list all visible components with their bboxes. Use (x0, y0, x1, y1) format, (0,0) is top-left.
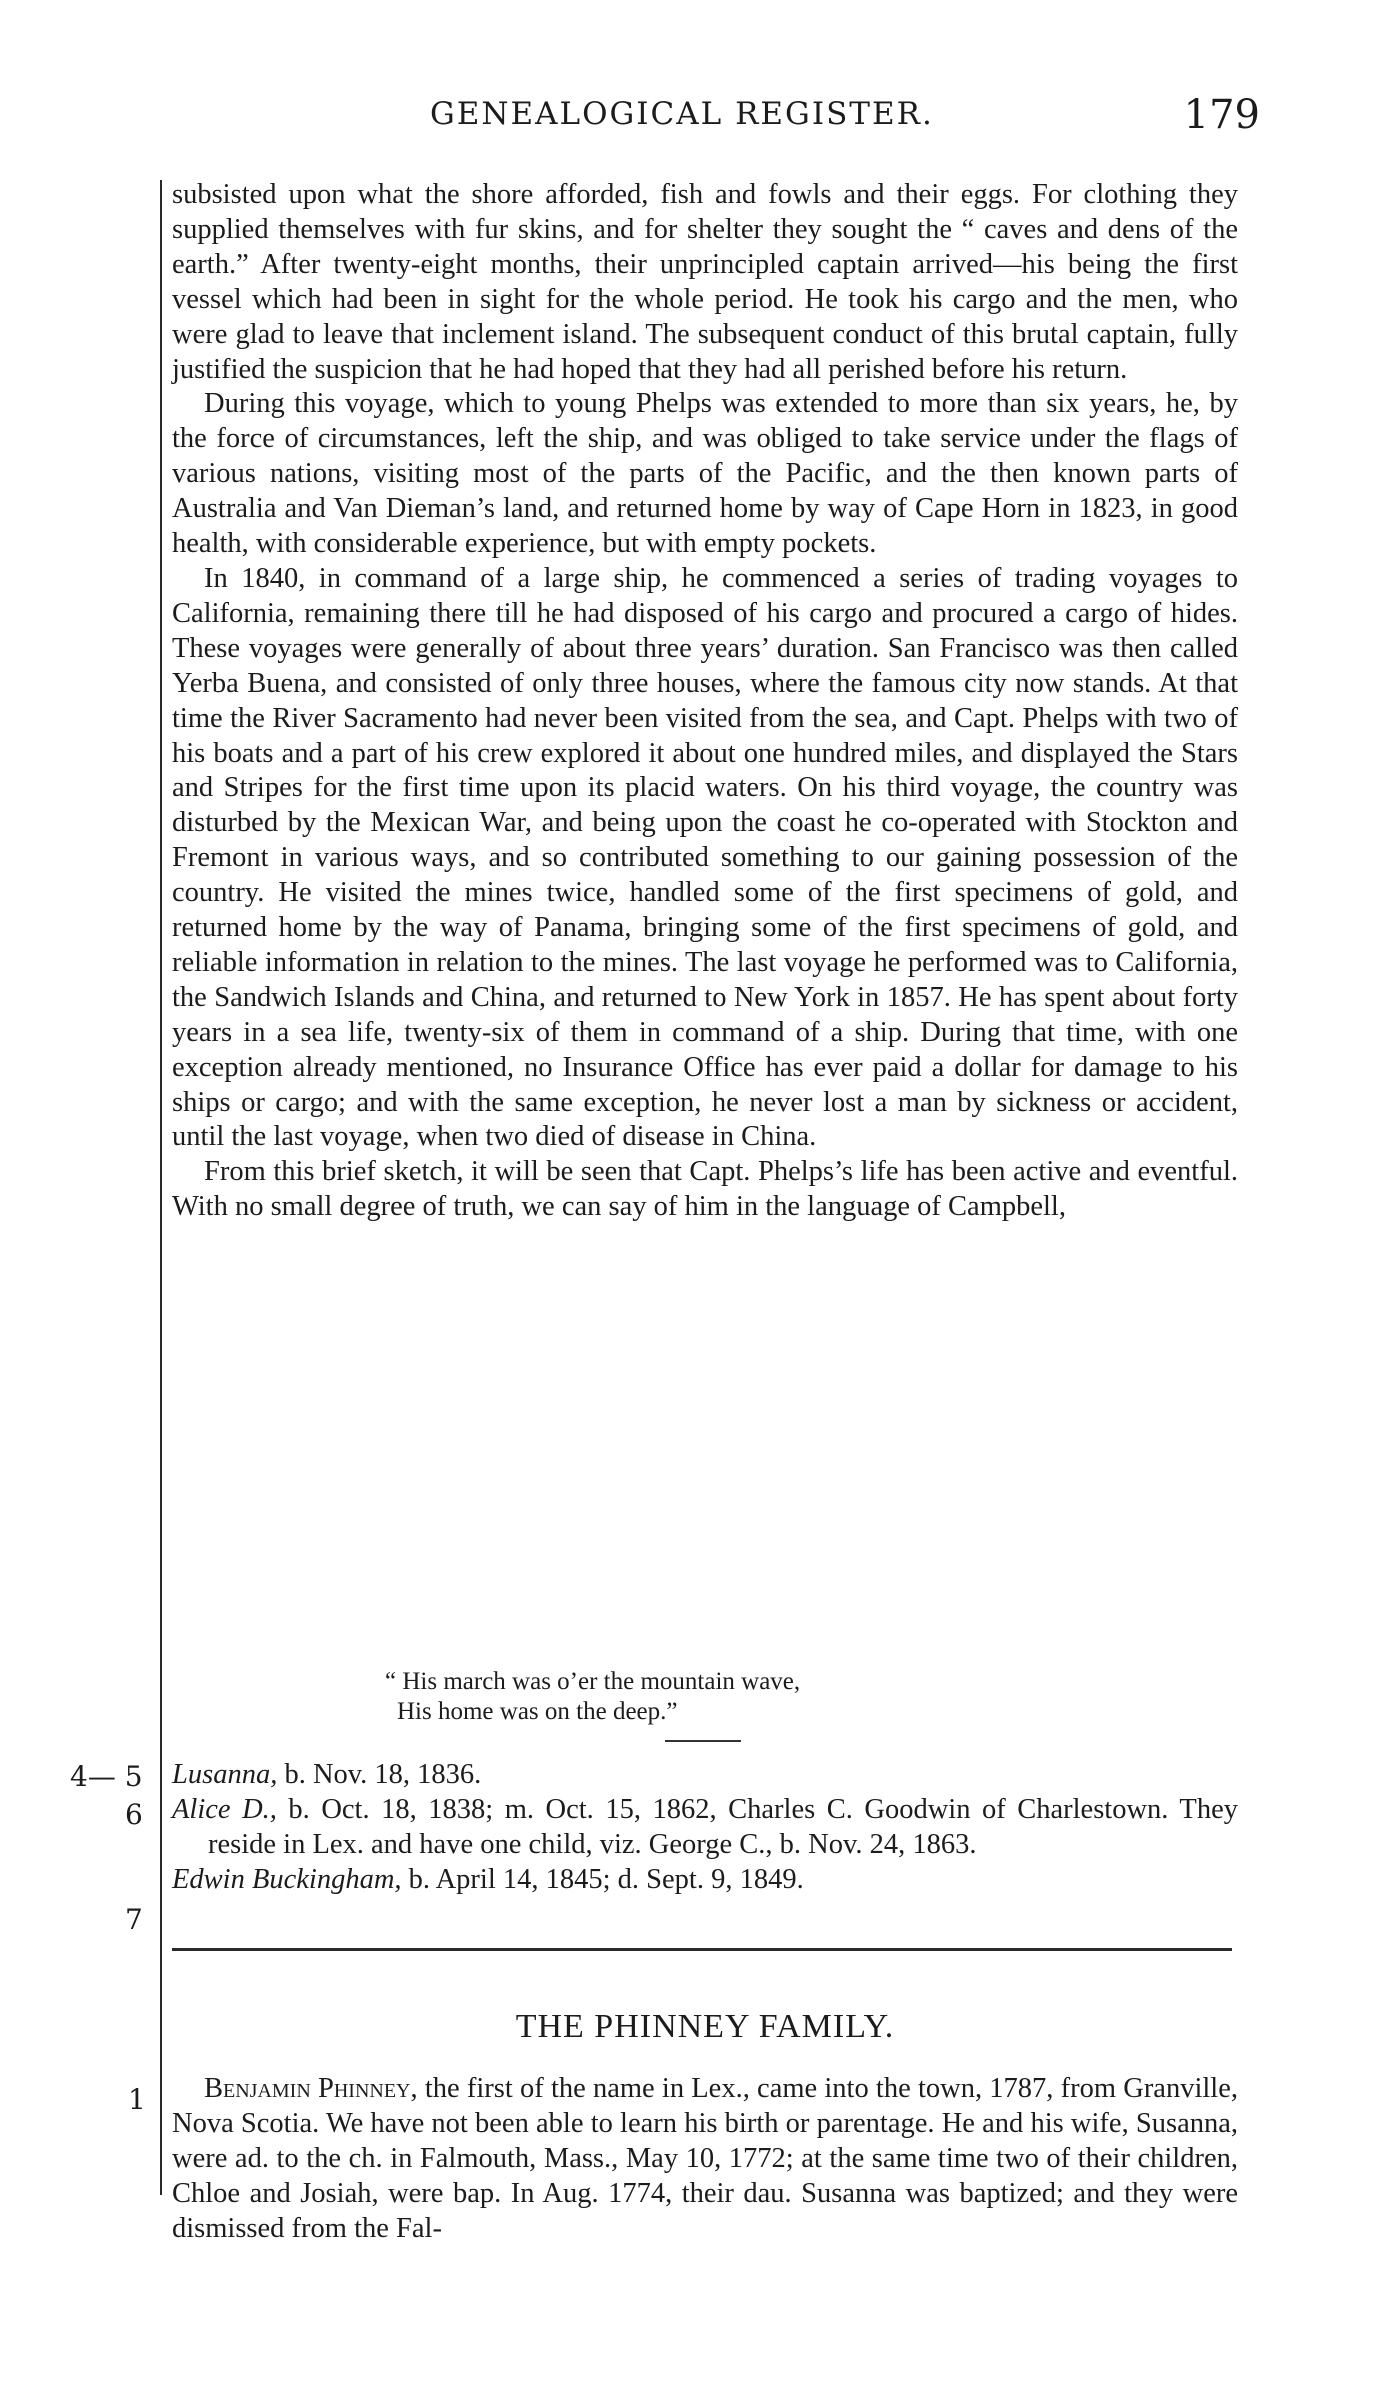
paragraph-text: the first of the name in Lex., came into the town, 1787, from Granville, Nova Scotia. We have not been able to learn his birth or parentage. He and his wife, Susanna, were ad. to the ch. in Falmouth, Mass., May 10, 1772; at the same time two of their children, Chloe and Josiah, were bap. In Aug. 1774, their dau. Susanna was baptized; and they were dismissed from the Fal- (172, 2073, 1238, 2244)
child-name: Alice D., (172, 1793, 277, 1825)
paragraph: subsisted upon what the shore afforded, fish and fowls and their eggs. For clothing they supplied themselves with fur skins, and for shelter they sought the “ caves and dens of the earth.” After twenty-eight months, their unprincipled captain arrived—his being the first vessel which had been in sight for the whole period. He took his cargo and the men, who were glad to leave that inclement island. The subsequent conduct of this brutal captain, fully justified the suspicion that he had hoped that they had all perished before his return. (172, 179, 1238, 385)
children-list (172, 1758, 1238, 1898)
section-text (172, 2072, 1238, 2247)
main-text (172, 178, 1238, 1225)
running-title: GENEALOGICAL REGISTER. (430, 96, 934, 132)
child-details: b. April 14, 1845; d. Sept. 9, 1849. (401, 1863, 804, 1895)
verse-quote (385, 1667, 1085, 1727)
list-item (172, 1863, 1238, 1898)
margin-number: 7 (125, 1903, 143, 1936)
margin-number: 6 (125, 1798, 143, 1831)
list-item (172, 1758, 1238, 1793)
paragraph (172, 2072, 1238, 2247)
section-title: THE PHINNEY FAMILY. (515, 2008, 895, 2045)
child-name: Edwin Buckingham, (172, 1863, 402, 1895)
paragraph: From this brief sketch, it will be seen that Capt. Phelps’s life has been active and eventful. With no small degree of truth, we can say of him in the language of Campbell, (172, 1156, 1238, 1223)
page-number: 179 (1183, 92, 1260, 138)
verse-line: His home was on the deep.” (397, 1698, 678, 1725)
paragraph: In 1840, in command of a large ship, he commenced a series of trading voyages to California, remaining there till he had disposed of his cargo and procured a cargo of hides. These voyages were generally of about three years’ duration. San Francisco was then called Yerba Buena, and consisted of only three houses, where the famous city now stands. At that time the River Sacramento had never been visited from the sea, and Capt. Phelps with two of his boats and a part of his crew explored it about one hundred miles, and displayed the Stars and Stripes for the first time upon its placid waters. On his third voyage, the country was disturbed by the Mexican War, and being upon the coast he co-operated with Stockton and Fremont in various ways, and so contributed something to our gaining possession of the country. He visited the mines twice, handled some of the first specimens of gold, and returned home by the way of Panama, bringing some of the first specimens of gold, and reliable information in relation to the mines. The last voyage he performed was to California, the Sandwich Islands and China, and returned to New York in 1857. He has spent about forty years in a sea life, twenty-six of them in command of a ship. During that time, with one exception already mentioned, no Insurance Office has ever paid a dollar for damage to his ships or cargo; and with the same exception, he never lost a man by sickness or accident, until the last voyage, when two died of disease in China. (172, 562, 1238, 1153)
section-divider (172, 1948, 1232, 1951)
lead-name: Benjamin Phinney, (204, 2073, 418, 2104)
verse-line: “ His march was o’er the mountain wave, (385, 1668, 801, 1695)
list-item (172, 1793, 1238, 1863)
margin-number: 1 (128, 2083, 146, 2116)
child-details: b. Nov. 18, 1836. (277, 1759, 482, 1790)
paragraph: During this voyage, which to young Phelps was extended to more than six years, he, by the force of circumstances, left the ship, and was obliged to take service under the flags of various nations, visiting most of the parts of the Pacific, and the then known parts of Australia and Van Dieman’s land, and returned home by way of Cape Horn in 1823, in good health, with considerable experience, but with empty pockets. (172, 388, 1238, 560)
margin-rule (160, 180, 162, 2195)
short-divider (665, 1740, 741, 1742)
child-details: b. Oct. 18, 1838; m. Oct. 15, 1862, Charles C. Goodwin of Charlestown. They reside in Lex. and have one child, viz. George C., b. Nov. 24, 1863. (208, 1793, 1238, 1860)
margin-number: 4— 5 (70, 1760, 143, 1793)
running-head (430, 92, 1260, 142)
child-name: Lusanna, (172, 1759, 278, 1790)
